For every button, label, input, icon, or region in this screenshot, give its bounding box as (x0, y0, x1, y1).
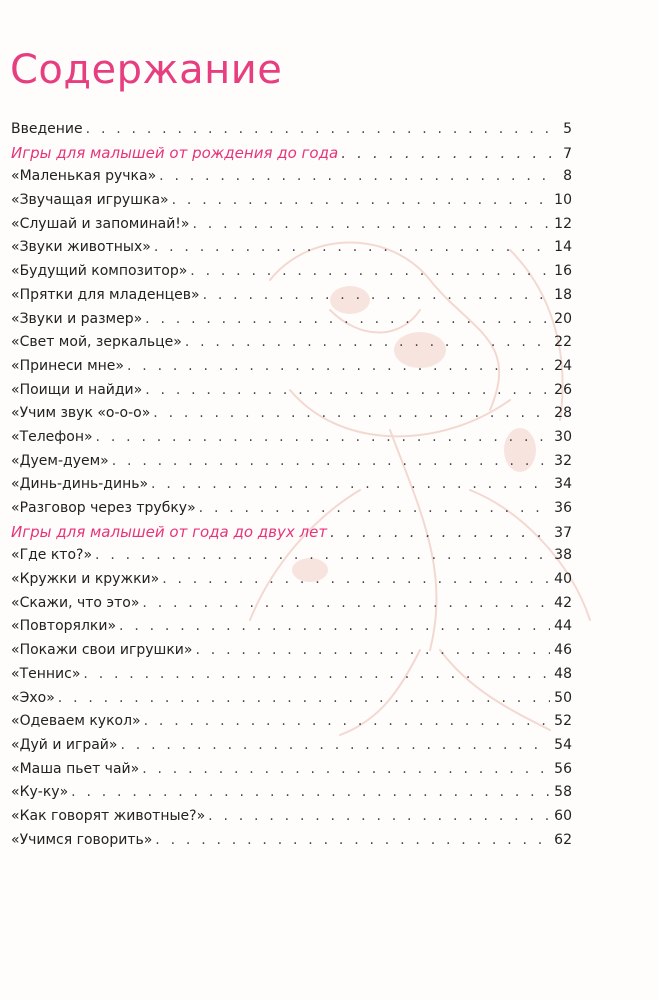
toc-page-number: 34 (554, 476, 572, 493)
dot-leader (195, 639, 550, 663)
dot-leader (119, 615, 550, 639)
toc-entry (11, 189, 572, 213)
toc-entry-title: «Где кто?» (11, 547, 93, 564)
dot-leader (185, 331, 550, 355)
toc-entry (11, 308, 572, 332)
toc-entry (11, 805, 572, 829)
toc-entry-title: «Кружки и кружки» (11, 571, 160, 588)
toc-page-number: 44 (554, 618, 572, 635)
toc-page-number: 54 (554, 736, 572, 753)
toc-entry (11, 473, 572, 497)
toc-page-number: 26 (554, 381, 572, 398)
dot-leader (127, 355, 550, 379)
toc-entry-title: «Теннис» (11, 665, 81, 682)
toc-page-number: 42 (554, 594, 572, 611)
toc-entry-title: «Как говорят животные?» (11, 807, 206, 824)
toc-entry-title: «Слушай и запоминай!» (11, 215, 190, 232)
dot-leader (86, 118, 554, 142)
dot-leader (154, 236, 550, 260)
toc-entry-title: «Учимся говорить» (11, 831, 153, 848)
toc-page-number: 36 (554, 500, 572, 516)
toc-page-number: 12 (554, 215, 572, 232)
dot-leader (145, 379, 550, 403)
toc-entry-title: «Звучащая игрушка» (11, 192, 169, 209)
toc-page-number: 32 (554, 452, 572, 469)
toc-page-number: 24 (554, 357, 572, 374)
toc-entry-title: Игры для малышей от рождения до года (11, 143, 339, 162)
dot-leader (341, 142, 554, 166)
toc-entry-title: «Ку-ку» (11, 784, 69, 801)
toc-page-number: 37 (554, 524, 572, 541)
toc-entry-title: «Дуй и играй» (11, 736, 118, 753)
toc-entry-title: «Маша пьет чай» (11, 760, 140, 777)
dot-leader (83, 663, 550, 687)
toc-entry (11, 639, 572, 663)
toc-entry (11, 284, 572, 308)
toc-entry-title: «Динь-динь-динь» (11, 476, 149, 493)
toc-page-number: 22 (554, 334, 572, 351)
toc-page-number: 8 (563, 168, 572, 185)
toc-section-heading (11, 521, 572, 545)
toc-entry (11, 331, 572, 355)
dot-leader (208, 805, 550, 829)
toc-entry-title: «Разговор через трубку» (11, 500, 196, 516)
toc-entry-title: «Покажи свои игрушки» (11, 642, 193, 659)
dot-leader (330, 521, 550, 545)
table-of-contents (11, 118, 572, 852)
toc-entry (11, 355, 572, 379)
toc-page-number: 16 (554, 263, 572, 280)
dot-leader (159, 165, 554, 189)
toc-page-number: 60 (554, 807, 572, 824)
toc-entry (11, 829, 572, 853)
dot-leader (142, 758, 550, 782)
toc-entry (11, 544, 572, 568)
toc-entry-title: «Одеваем кукол» (11, 713, 141, 730)
dot-leader (190, 260, 550, 284)
dot-leader (153, 402, 550, 426)
dot-leader (144, 710, 551, 734)
dot-leader (71, 781, 550, 805)
dot-leader (58, 687, 550, 711)
toc-entry-title: «Скажи, что это» (11, 594, 140, 611)
toc-page-number: 50 (554, 689, 572, 706)
toc-entry (11, 379, 572, 403)
toc-entry (11, 260, 572, 284)
dot-leader (95, 544, 550, 568)
toc-page-number: 58 (554, 784, 572, 801)
toc-entry-title: «Свет мой, зеркальце» (11, 334, 182, 351)
toc-page-number: 56 (554, 760, 572, 777)
toc-page-number: 18 (554, 286, 572, 303)
page-title: Содержание (10, 47, 283, 93)
toc-entry-title: Игры для малышей от года до двух лет (11, 522, 328, 541)
toc-entry-title: «Будущий композитор» (11, 263, 188, 280)
dot-leader (151, 473, 550, 497)
toc-entry-title: «Телефон» (11, 428, 93, 445)
dot-leader (96, 426, 551, 450)
toc-entry-title: «Учим звук «о-о-о» (11, 405, 151, 422)
dot-leader (112, 450, 550, 474)
toc-page-number: 48 (554, 665, 572, 682)
toc-page-number: 46 (554, 642, 572, 659)
toc-page-number: 14 (554, 239, 572, 256)
toc-page-number: 28 (554, 405, 572, 422)
toc-page-number: 7 (563, 145, 572, 162)
toc-entry-title: «Маленькая ручка» (11, 168, 157, 185)
toc-page-number: 20 (554, 310, 572, 327)
toc-page-number: 62 (554, 831, 572, 848)
toc-entry (11, 734, 572, 758)
toc-entry-title: «Повторялки» (11, 618, 117, 635)
toc-entry (11, 426, 572, 450)
dot-leader (199, 497, 551, 521)
toc-entry (11, 615, 572, 639)
toc-entry-title: «Поищи и найди» (11, 381, 143, 398)
toc-entry (11, 758, 572, 782)
dot-leader (145, 308, 550, 332)
toc-entry (11, 710, 572, 734)
dot-leader (120, 734, 550, 758)
toc-entry (11, 118, 572, 142)
toc-entry-title: «Звуки и размер» (11, 310, 143, 327)
toc-entry (11, 450, 572, 474)
toc-entry (11, 497, 572, 521)
toc-entry-title: Введение (11, 121, 83, 137)
toc-entry-title: «Принеси мне» (11, 357, 124, 374)
toc-entry (11, 402, 572, 426)
dot-leader (155, 829, 550, 853)
toc-entry (11, 781, 572, 805)
toc-entry (11, 236, 572, 260)
toc-entry (11, 213, 572, 237)
toc-entry (11, 568, 572, 592)
toc-page-number: 30 (554, 428, 572, 445)
toc-entry-title: «Звуки животных» (11, 239, 151, 256)
toc-page-number: 40 (554, 571, 572, 588)
dot-leader (162, 568, 550, 592)
toc-entry-title: «Прятки для младенцев» (11, 286, 200, 303)
toc-entry (11, 592, 572, 616)
dot-leader (192, 213, 550, 237)
toc-section-heading (11, 142, 572, 166)
dot-leader (172, 189, 551, 213)
toc-entry-title: «Эхо» (11, 689, 55, 706)
toc-page-number: 38 (554, 547, 572, 564)
toc-page-number: 10 (554, 192, 572, 209)
toc-page-number: 5 (563, 121, 572, 137)
dot-leader (203, 284, 551, 308)
toc-entry (11, 663, 572, 687)
toc-entry-title: «Дуем-дуем» (11, 452, 109, 469)
toc-entry (11, 165, 572, 189)
toc-entry (11, 687, 572, 711)
dot-leader (142, 592, 550, 616)
toc-page-number: 52 (554, 713, 572, 730)
